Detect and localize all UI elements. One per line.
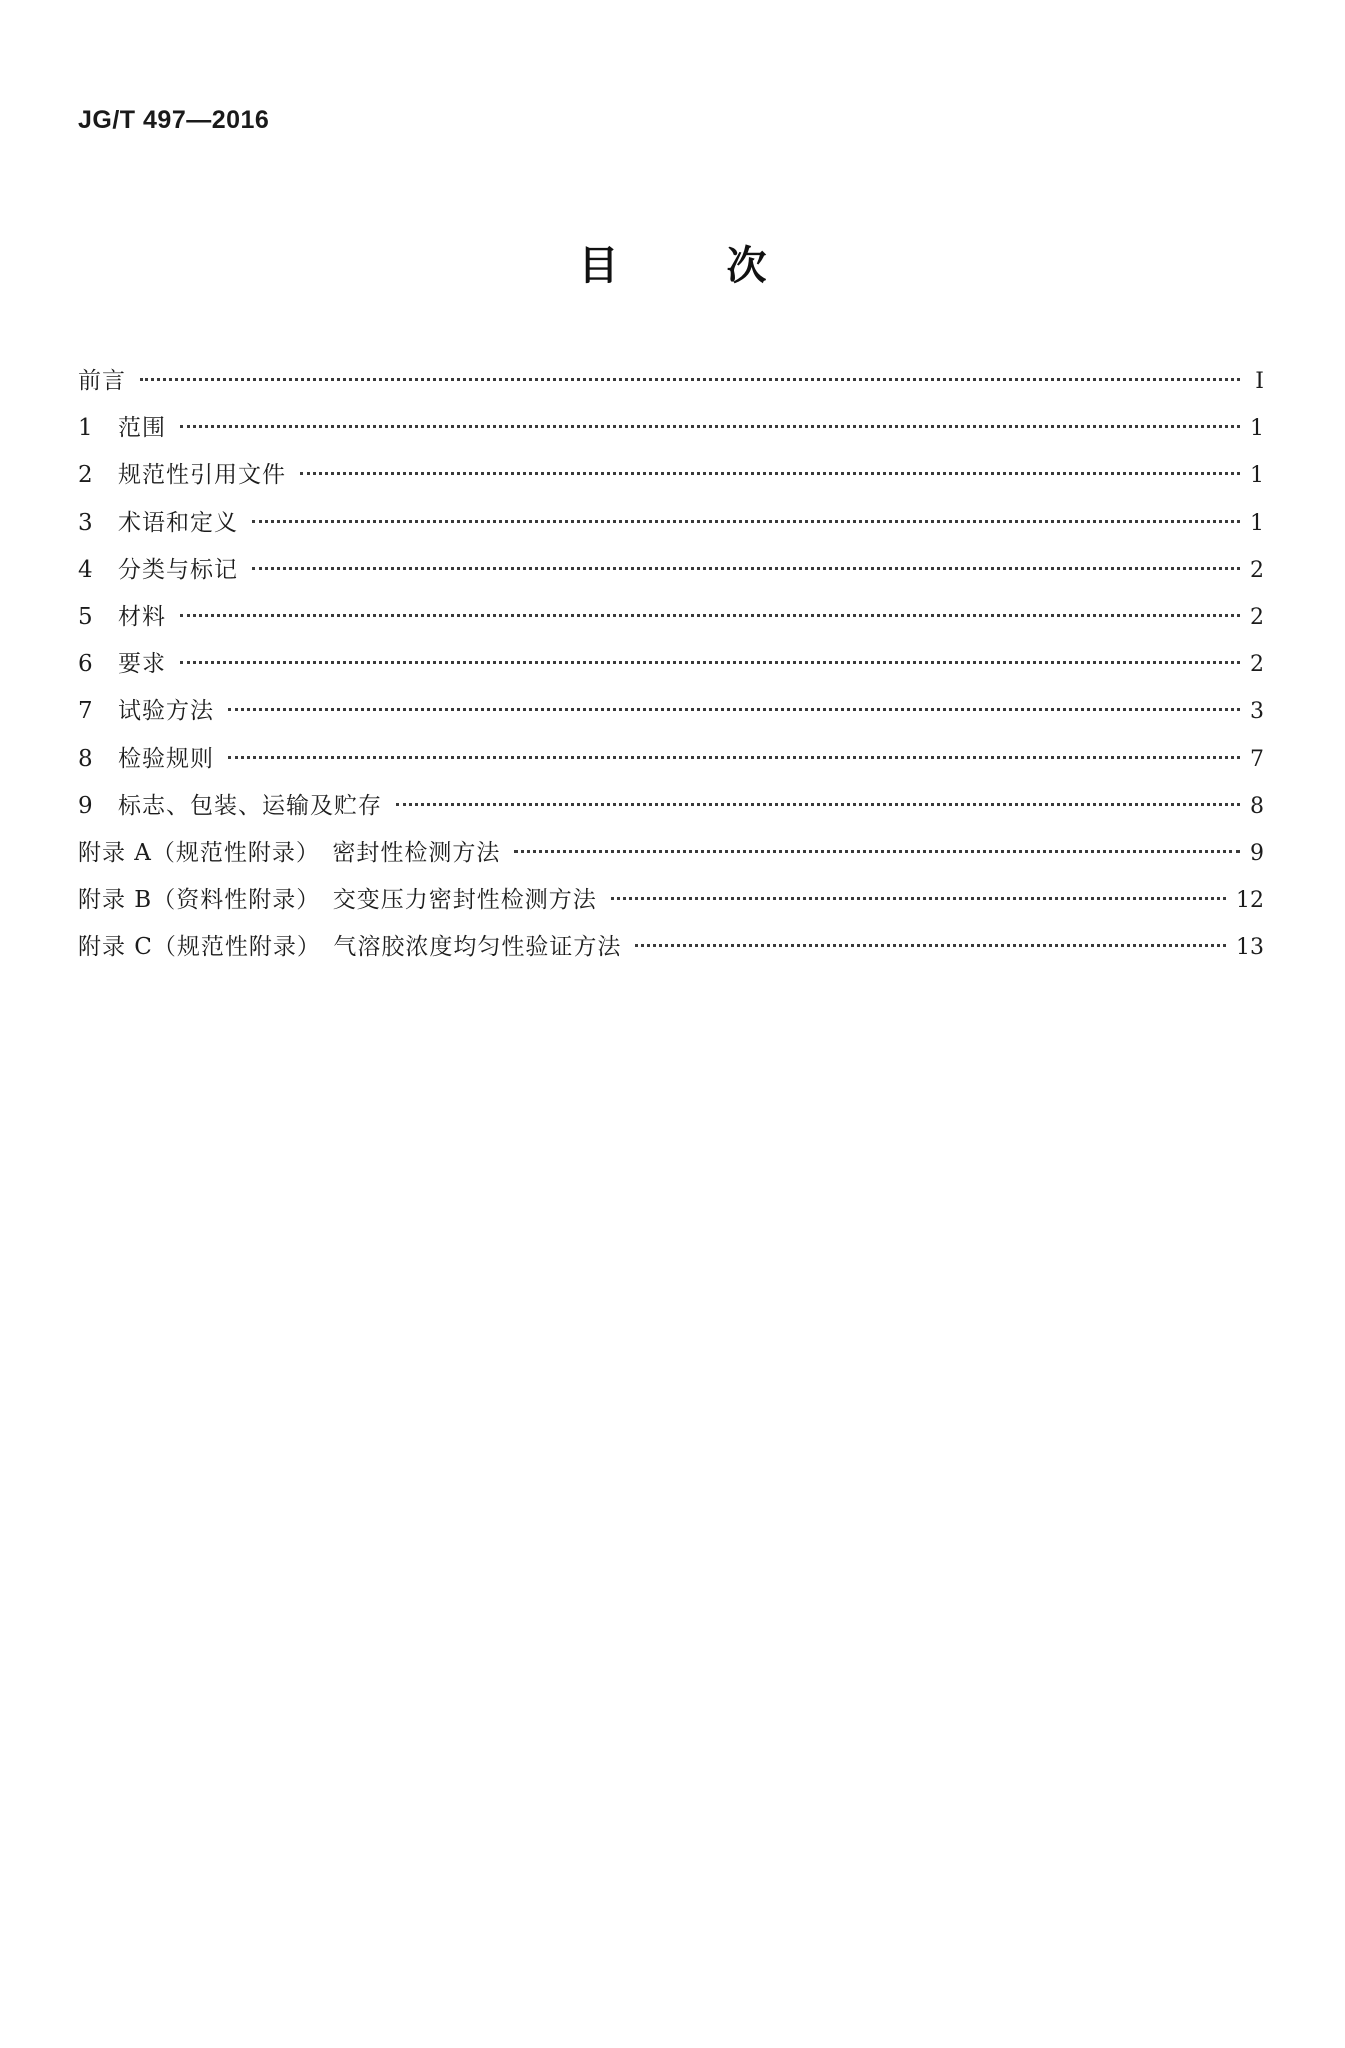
toc-dot-leader xyxy=(635,944,1226,947)
toc-entry-page: 2 xyxy=(1250,604,1264,630)
toc-entry-number: 6 xyxy=(78,651,93,678)
toc-entry-8[interactable] xyxy=(78,740,1264,787)
toc-entry-title: 前言 xyxy=(78,368,126,394)
toc-entry-title: 试验方法 xyxy=(118,698,214,725)
toc-entry-page: 1 xyxy=(1250,510,1264,536)
toc-entry-1[interactable] xyxy=(78,409,1264,456)
table-of-contents xyxy=(78,362,1264,975)
toc-dot-leader xyxy=(180,661,1240,664)
toc-entry-foreword[interactable] xyxy=(78,362,1264,409)
toc-dot-leader xyxy=(180,614,1240,617)
toc-dot-leader xyxy=(228,708,1240,711)
toc-entry-appendix-c[interactable] xyxy=(78,928,1264,975)
toc-entry-number: 4 xyxy=(78,556,93,583)
toc-entry-title: 要求 xyxy=(118,651,166,678)
toc-dot-leader xyxy=(180,425,1240,428)
toc-entry-page: 1 xyxy=(1250,416,1264,442)
toc-dot-leader xyxy=(228,756,1240,759)
toc-entry-6[interactable] xyxy=(78,645,1264,692)
standard-code: JG/T 497—2016 xyxy=(78,106,270,134)
toc-entry-number: 1 xyxy=(78,415,93,442)
toc-entry-number: 3 xyxy=(78,509,93,536)
toc-entry-title: 范围 xyxy=(118,415,166,442)
toc-entry-page: 2 xyxy=(1250,652,1264,678)
toc-entry-page: 9 xyxy=(1250,840,1264,866)
toc-entry-title: 规范性引用文件 xyxy=(118,462,286,489)
toc-entry-title: 附录 B（资料性附录） 交变压力密封性检测方法 xyxy=(78,887,597,914)
toc-entry-appendix-b[interactable] xyxy=(78,881,1264,928)
toc-entry-title: 术语和定义 xyxy=(118,509,238,536)
toc-entry-number: 8 xyxy=(78,745,93,772)
toc-entry-title: 标志、包装、运输及贮存 xyxy=(118,792,382,819)
toc-entry-page: 7 xyxy=(1250,746,1264,772)
toc-dot-leader xyxy=(300,472,1240,475)
toc-entry-7[interactable] xyxy=(78,692,1264,739)
toc-entry-3[interactable] xyxy=(78,504,1264,551)
toc-entry-page: 13 xyxy=(1236,935,1264,961)
toc-entry-page: I xyxy=(1255,369,1264,394)
toc-entry-4[interactable] xyxy=(78,551,1264,598)
toc-entry-appendix-a[interactable] xyxy=(78,834,1264,881)
toc-entry-title: 检验规则 xyxy=(118,745,214,772)
toc-dot-leader xyxy=(140,378,1240,381)
toc-entry-title: 分类与标记 xyxy=(118,556,238,583)
toc-entry-title: 附录 C（规范性附录） 气溶胶浓度均匀性验证方法 xyxy=(78,934,622,961)
toc-dot-leader xyxy=(252,567,1240,570)
toc-entry-5[interactable] xyxy=(78,598,1264,645)
toc-entry-number: 5 xyxy=(78,603,93,630)
toc-entry-number: 7 xyxy=(78,698,93,725)
toc-entry-page: 1 xyxy=(1250,463,1264,489)
toc-entry-page: 12 xyxy=(1236,888,1264,914)
toc-entry-2[interactable] xyxy=(78,456,1264,503)
toc-dot-leader xyxy=(396,803,1240,806)
page-title: 目次 xyxy=(578,243,875,289)
toc-entry-page: 3 xyxy=(1250,699,1264,725)
toc-dot-leader xyxy=(514,850,1240,853)
toc-dot-leader xyxy=(611,897,1226,900)
toc-entry-number: 2 xyxy=(78,462,93,489)
toc-entry-title: 材料 xyxy=(118,603,166,630)
toc-dot-leader xyxy=(252,520,1240,523)
toc-entry-title: 附录 A（规范性附录） 密封性检测方法 xyxy=(78,839,501,866)
toc-entry-page: 2 xyxy=(1250,557,1264,583)
toc-entry-9[interactable] xyxy=(78,787,1264,834)
toc-entry-number: 9 xyxy=(78,792,93,819)
toc-entry-page: 8 xyxy=(1250,793,1264,819)
